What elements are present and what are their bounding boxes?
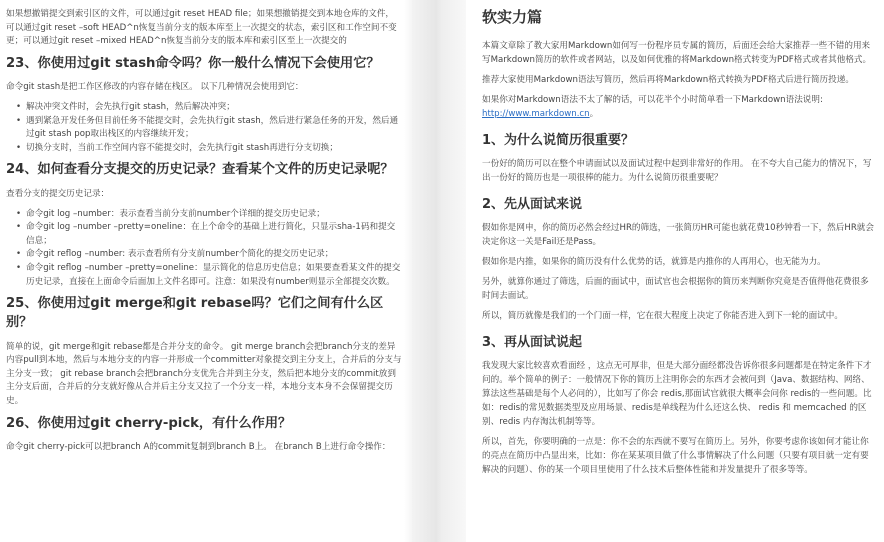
q26-body: 命令git cherry-pick可以把branch A的commit复制到branch B上。 在branch B上进行命令操作： — [6, 442, 391, 453]
list-item: • 命令git log –number –pretty=oneline：在上个命令的基础上进行简化，只显示sha-1码和提交信息； — [16, 221, 402, 248]
s2-paragraph-1: 假如你是网申，你的简历必然会经过HR的筛选，一张简历HR可能也就花费10秒钟看一下，然后HR就会决定你这一关是Fail还是Pass。 — [482, 223, 874, 248]
s2-paragraph-2: 假如你是内推，如果你的简历没有什么优势的话，就算是内推你的人再用心，也无能为力。 — [482, 257, 826, 268]
q25-heading: 25、你使用过git merge和git rebase吗？它们之间有什么区别？ — [6, 296, 384, 330]
list-item: • 遇到紧急开发任务但目前任务不能提交时，会先执行git stash，然后进行紧急任务的开发，然后通过git stash pop取出栈区的内容继续开发； — [16, 115, 402, 142]
right-paragraph-3-text: 如果你对Markdown语法不太了解的话，可以花半个小时简单看一下Markdown语法说明: — [482, 94, 823, 105]
right-page — [466, 0, 884, 542]
q23-lead: 命令git stash是把工作区修改的内容存储在栈区。 以下几种情况会使用到它： — [6, 82, 304, 93]
q23-list — [16, 101, 402, 155]
q24-list — [16, 208, 402, 289]
page-shadow — [404, 0, 412, 542]
q24-heading: 24、如何查看分支提交的历史记录？查看某个文件的历史记录呢？ — [6, 162, 394, 178]
chapter-title: 软实力篇 — [482, 8, 543, 26]
list-item: • 切换分支时，当前工作空间内容不能提交时，会先执行git stash再进行分支切换； — [16, 142, 402, 156]
list-item: • 命令git log –number：表示查看当前分支前number个详细的提交历史记录； — [16, 208, 402, 222]
list-item: • 解决冲突文件时，会先执行git stash，然后解决冲突； — [16, 101, 402, 115]
s3-heading: 3、再从面试说起 — [482, 334, 583, 350]
s1-heading: 1、为什么说简历很重要？ — [482, 132, 635, 148]
link-suffix: 。 — [589, 108, 599, 119]
s1-body: 一份好的简历可以在整个申请面试以及面试过程中起到非常好的作用。 在不夸大自己能力的情况下，写出一份好的简历也是一项很棒的能力。为什么说简历很重要呢？ — [482, 159, 872, 183]
q23-heading: 23、你使用过git stash命令吗？你一般什么情况下会使用它？ — [6, 55, 380, 71]
s2-paragraph-4: 所以，简历就像是我们的一个门面一样，它在很大程度上决定了你能否进入到下一轮的面试中。 — [482, 310, 843, 321]
list-item: • 命令git reflog –number: 表示查看所有分支前number个简化的提交历史记录； — [16, 248, 402, 262]
right-paragraph-2: 推荐大家使用Markdown语法写简历，然后再将Markdown格式转换为PDF格式后进行简历投递。 — [482, 74, 854, 85]
left-intro-paragraph: 如果想撤销提交到索引区的文件，可以通过git reset HEAD file；如果想撤销提交到本地仓库的文件，可以通过git reset –soft HEAD^n恢复当前分支的版本库至上一次提交的状态，索引区和工作空间不变更；可以通过git reset –mixed HEAD^n恢复当前分支的版本库和索引区至上一次提交的 — [6, 9, 397, 47]
q24-lead: 查看分支的提交历史记录： — [6, 189, 110, 200]
list-item: • 命令git reflog –number –pretty=oneline：显示简化的信息历史信息；如果要查看某文件的提交历史记录，直接在上面命令后面加上文件名即可。注意：如果没有number则显示全部提交次数。 — [16, 262, 402, 289]
markdown-link[interactable]: http://www.markdown.cn — [482, 108, 590, 119]
right-paragraph-3 — [482, 94, 876, 122]
left-page — [0, 0, 412, 542]
s3-paragraph-1: 我发现大家比较喜欢看面经 ，这点无可厚非，但是大部分面经都没告诉你很多问题都是在特定条件下才问的。举个简单的例子：一般情况下你的简历上注明你会的东西才会被问到（Java、数据结构、网络、算法这些基础是每个人必问的），比如写了你会 redis,那面试官就很大概率会问你 redis的一些问题。比如：redis的常见数据类型及应用场景、redis是单线程为什么还这么快、 redis 和 memcached 的区别、redis 内存淘汰机制等等。 — [482, 361, 872, 428]
q25-body: 简单的说，git merge和git rebase都是合并分支的命令。 git merge branch会把branch分支的差异内容pull到本地，然后与本地分支的内容一并形成一个committer对象提交到主分支上，合并后的分支与主分支一致； git rebase branch会把branch分支优先合并到主分支，然后把本地分支的commit放到主分支后面，合并后的分支就好像从合并后主分支又拉了一个分支一样，本地分支本身不会保留提交历史。 — [6, 341, 402, 406]
s2-paragraph-3: 另外，就算你通过了筛选，后面的面试中，面试官也会根据你的简历来判断你究竟是否值得他花费很多时间去面试。 — [482, 277, 869, 302]
s2-heading: 2、先从面试来说 — [482, 196, 583, 212]
q26-heading: 26、你使用过git cherry-pick，有什么作用？ — [6, 415, 292, 431]
s3-paragraph-2: 所以，首先，你要明确的一点是：你不会的东西就不要写在简历上。另外，你要考虑你该如何才能让你的亮点在简历中凸显出来，比如：你在某某项目做了什么事情解决了什么问题（只要有项目就一定有要解决的问题）、你的某一个项目里使用了什么技术后整体性能和并发量提升了很多等等。 — [482, 436, 869, 475]
right-intro-paragraph: 本篇文章除了教大家用Markdown如何写一份程序员专属的简历，后面还会给大家推荐一些不错的用来写Markdown简历的软件或者网站，以及如何优雅的将Markdown格式转变为PDF格式或者其他格式。 — [482, 41, 872, 65]
book-gutter — [412, 0, 466, 542]
